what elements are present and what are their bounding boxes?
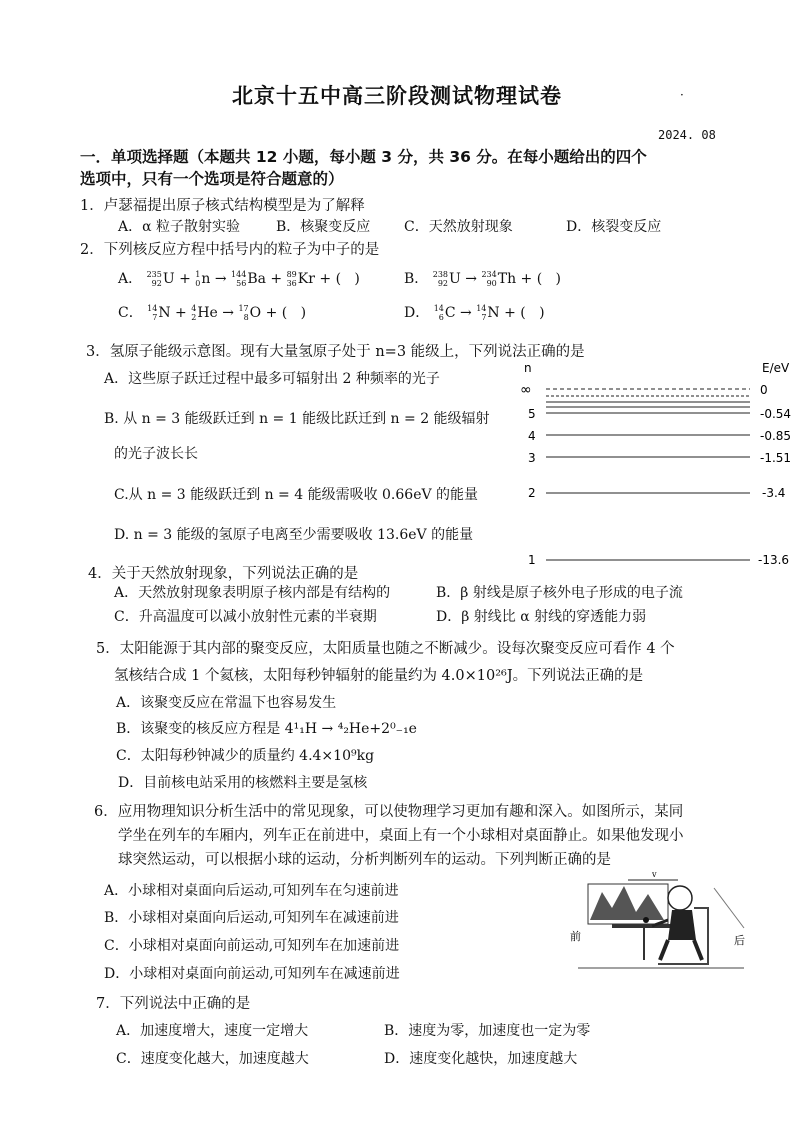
person-body-icon <box>668 910 696 940</box>
exam-date: 2024. 08 <box>658 128 716 142</box>
person-legs-icon <box>660 940 702 960</box>
q2-a-label: A． <box>118 271 143 287</box>
q2-d-label: D． <box>404 305 430 321</box>
q1-option-c: C．天然放射现象 <box>404 219 513 235</box>
q2-stem: 2．下列核反应方程中括号内的粒子为中子的是 <box>80 242 380 258</box>
energy-level-diagram <box>500 356 794 576</box>
q1-stem: 1．卢瑟福提出原子核式结构模型是为了解释 <box>80 198 365 214</box>
section-title-line2: 选项中，只有一个选项是符合题意的） <box>80 170 344 188</box>
q4-option-c: C．升高温度可以减小放射性元素的半衰期 <box>114 609 377 625</box>
level-3-n: 3 <box>528 451 536 465</box>
table-top <box>612 924 676 928</box>
q1-option-b: B．核聚变反应 <box>276 219 371 235</box>
level-5-n: 5 <box>528 407 536 421</box>
velocity-label: v <box>652 870 657 879</box>
iso-c14: 14 6 <box>433 304 444 322</box>
wall-line <box>714 888 744 928</box>
q5-option-b: B．该聚变的核反应方程是 4¹₁H → ⁴₂He+2⁰₋₁e <box>116 721 417 737</box>
q6-stem-line3: 球突然运动，可以根据小球的运动，分析判断列车的运动。下列判断正确的是 <box>118 852 611 868</box>
q5-stem-line1: 5．太阳能源于其内部的聚变反应，太阳质量也随之不断减少。设每次聚变反应可看作 4 个 <box>96 641 675 657</box>
q7-option-c: C．速度变化越大，加速度越大 <box>116 1051 309 1067</box>
level-2-n: 2 <box>528 486 536 500</box>
diagram-n-label: n <box>524 361 532 375</box>
iso-ba: 144 56 <box>231 270 247 288</box>
iso-n14: 14 7 <box>147 304 158 322</box>
q3-option-b-line2: 的光子波长长 <box>114 446 198 462</box>
iso-o17: 17 8 <box>238 304 249 322</box>
q2-option-a: A． 235 92 U + 1 0 n → 144 56 Ba + 89 36 Kr + ( ) <box>118 270 360 288</box>
level-5-e: -0.54 <box>760 407 792 421</box>
q7-option-a: A．加速度增大，速度一定增大 <box>116 1023 309 1039</box>
q6-stem-line2: 学坐在列车的车厢内，列车正在前进中，桌面上有一个小球相对桌面静止。如果他发现小 <box>118 828 684 844</box>
q2-option-c: C． 14 7 N + 4 2 He → 17 8 O + ( ) <box>118 304 307 322</box>
q6-option-c: C．小球相对桌面向前运动,可知列车在加速前进 <box>104 938 400 954</box>
q6-stem-line1: 6．应用物理知识分析生活中的常见现象，可以使物理学习更加有趣和深入。如图所示，某同 <box>94 804 684 820</box>
page-title: 北京十五中高三阶段测试物理试卷 <box>232 84 562 108</box>
q2-c-label: C． <box>118 305 143 321</box>
ball-icon <box>643 917 649 923</box>
level-inf-e: 0 <box>760 383 768 397</box>
q4-stem: 4．关于天然放射现象，下列说法正确的是 <box>88 566 359 582</box>
level-2-e: -3.4 <box>762 486 786 500</box>
front-label: 前 <box>570 930 581 943</box>
iso-n14b: 14 7 <box>476 304 487 322</box>
q2-option-d: D． 14 6 C → 14 7 N + ( ) <box>404 304 545 322</box>
q4-option-d: D．β 射线比 α 射线的穿透能力弱 <box>436 609 647 625</box>
stray-dot: · <box>680 88 684 102</box>
q3-option-a: A．这些原子跃迁过程中最多可辐射出 2 种频率的光子 <box>104 371 440 387</box>
q4-option-b: B．β 射线是原子核外电子形成的电子流 <box>436 585 683 601</box>
q7-option-b: B．速度为零，加速度也一定为零 <box>384 1023 591 1039</box>
q6-option-b: B．小球相对桌面向后运动,可知列车在减速前进 <box>104 910 399 926</box>
level-1-e: -13.6 <box>758 553 790 567</box>
person-head-icon <box>668 886 692 910</box>
iso-he4: 4 2 <box>191 304 197 322</box>
q5-option-d: D．目前核电站采用的核燃料主要是氢核 <box>118 775 368 791</box>
q6-option-a: A．小球相对桌面向后运动,可知列车在匀速前进 <box>104 883 399 899</box>
iso-th: 234 90 <box>481 270 497 288</box>
q3-option-c: C.从 n = 3 能级跃迁到 n = 4 能级需吸收 0.66eV 的能量 <box>114 487 479 503</box>
q1-option-d: D．核裂变反应 <box>566 219 662 235</box>
q5-stem-line2: 氢核结合成 1 个氦核，太阳每秒钟辐射的能量约为 4.0×10²⁶J。下列说法正确的是 <box>114 668 644 684</box>
iso-n: 1 0 <box>195 270 201 288</box>
diagram-e-label: E/eV <box>762 361 790 375</box>
q2-b-label: B． <box>404 271 429 287</box>
iso-u238: 238 92 <box>432 270 449 288</box>
q2-option-b: B． 238 92 U → 234 90 Th + ( ) <box>404 270 562 288</box>
q3-option-d: D. n = 3 能级的氢原子电离至少需要吸收 13.6eV 的能量 <box>114 527 474 543</box>
back-label: 后 <box>734 934 745 947</box>
q4-option-a: A．天然放射现象表明原子核内部是有结构的 <box>114 585 391 601</box>
level-inf-n: ∞ <box>520 382 532 398</box>
mountains-icon <box>590 886 664 920</box>
q6-option-d: D．小球相对桌面向前运动,可知列车在减速前进 <box>104 966 400 982</box>
q5-option-c: C．太阳每秒钟减少的质量约 4.4×10⁹kg <box>116 748 375 764</box>
iso-u235: 235 92 <box>146 270 162 288</box>
level-1-n: 1 <box>528 553 536 567</box>
level-4-e: -0.85 <box>760 429 792 443</box>
q1-option-a: A．α 粒子散射实验 <box>118 219 241 235</box>
section-title <box>80 146 647 190</box>
q7-stem: 7．下列说法中正确的是 <box>96 996 251 1012</box>
train-figure <box>568 868 754 980</box>
q5-option-a: A．该聚变反应在常温下也容易发生 <box>116 695 337 711</box>
level-3-e: -1.51 <box>760 451 792 465</box>
iso-kr: 89 36 <box>286 270 297 288</box>
q3-stem: 3．氢原子能级示意图。现有大量氢原子处于 n=3 能级上，下列说法正确的是 <box>86 344 585 360</box>
level-4-n: 4 <box>528 429 536 443</box>
q7-option-d: D．速度变化越快，加速度越大 <box>384 1051 578 1067</box>
q3-option-b-line1: B. 从 n = 3 能级跃迁到 n = 1 能级比跃迁到 n = 2 能级辐射 <box>104 411 490 427</box>
section-title-line1: 一．单项选择题（本题共 12 小题，每小题 3 分，共 36 分。在每小题给出的四个 <box>80 148 647 166</box>
